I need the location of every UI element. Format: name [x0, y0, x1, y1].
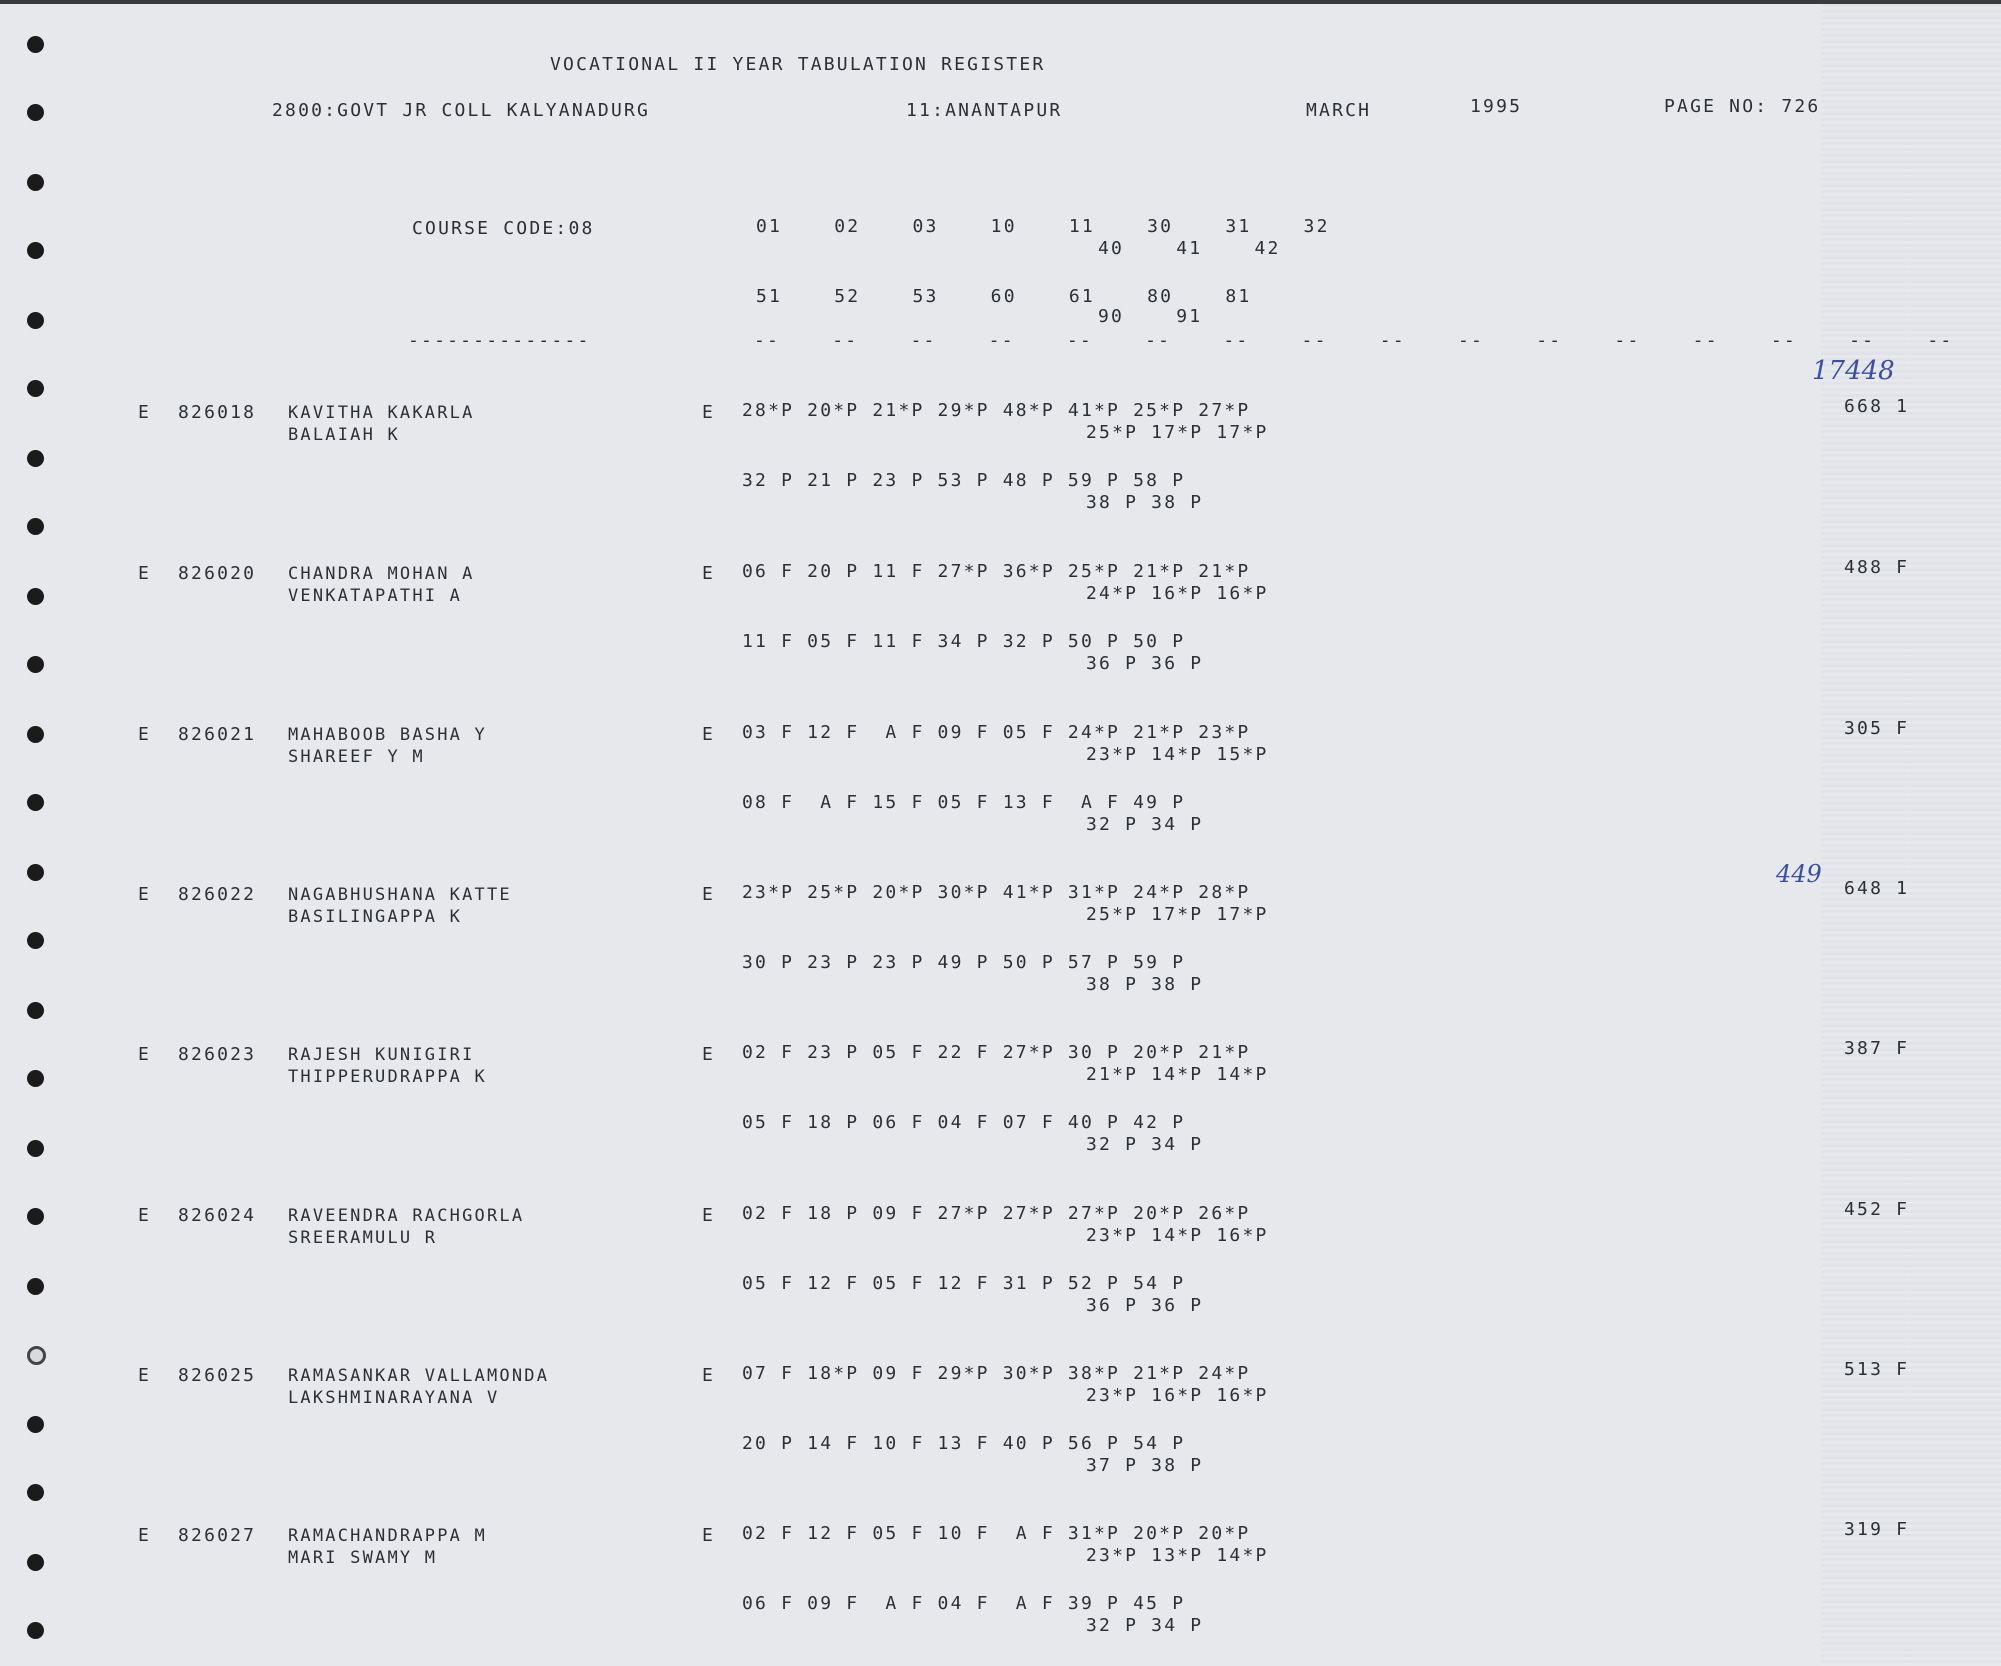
marks-line-4: 32 P 34 P — [1086, 1615, 1204, 1636]
paper-edge-texture — [1821, 4, 2001, 1666]
marks-line-4: 36 P 36 P — [1086, 1295, 1204, 1316]
district-name: 11:ANANTAPUR — [906, 100, 1063, 121]
roll-number: 826024 — [178, 1205, 257, 1226]
punch-hole — [27, 1622, 44, 1639]
parent-name: MARI SWAMY M — [288, 1548, 438, 1568]
roll-number: 826022 — [178, 884, 257, 905]
handwritten-note: 449 — [1776, 860, 1822, 888]
punch-hole — [27, 1278, 44, 1295]
parent-name: LAKSHMINARAYANA V — [288, 1388, 500, 1408]
marks-line-4: 37 P 38 P — [1086, 1455, 1204, 1476]
roll-number: 826018 — [178, 402, 257, 423]
total-result: 305 F — [1844, 718, 1910, 739]
total-result: 452 F — [1844, 1199, 1910, 1220]
punch-hole — [27, 104, 44, 121]
total-result: 648 1 — [1844, 878, 1910, 899]
marks-line-3: 11 F 05 F 11 F 34 P 32 P 50 P 50 P — [742, 631, 1186, 652]
marks-line-1: 28*P 20*P 21*P 29*P 48*P 41*P 25*P 27*P — [742, 400, 1251, 421]
parent-name: SHAREEF Y M — [288, 747, 425, 767]
marks-line-1: 07 F 18*P 09 F 29*P 30*P 38*P 21*P 24*P — [742, 1363, 1251, 1384]
record-type: E — [138, 1044, 152, 1065]
marks-line-2: 25*P 17*P 17*P — [1086, 904, 1269, 925]
marks-line-3: 30 P 23 P 23 P 49 P 50 P 57 P 59 P — [742, 952, 1186, 973]
marks-line-1: 23*P 25*P 20*P 30*P 41*P 31*P 24*P 28*P — [742, 882, 1251, 903]
tabulation-sheet — [0, 4, 2001, 1666]
exam-year: 1995 — [1470, 96, 1523, 117]
candidate-name: CHANDRA MOHAN A — [288, 564, 475, 584]
marks-line-1: 02 F 12 F 05 F 10 F A F 31*P 20*P 20*P — [742, 1523, 1251, 1544]
punch-hole — [27, 794, 44, 811]
subject-codes-row2: 51 52 53 60 61 80 81 — [756, 286, 1252, 307]
punch-hole — [27, 1002, 44, 1019]
marks-line-3: 32 P 21 P 23 P 53 P 48 P 59 P 58 P — [742, 470, 1186, 491]
exam-month: MARCH — [1306, 100, 1372, 121]
medium-mark: E — [702, 1365, 716, 1386]
roll-number: 826020 — [178, 563, 257, 584]
page-number: PAGE NO: 726 — [1664, 96, 1821, 117]
marks-line-3: 20 P 14 F 10 F 13 F 40 P 56 P 54 P — [742, 1433, 1186, 1454]
candidate-name: RAJESH KUNIGIRI — [288, 1045, 475, 1065]
candidate-name: MAHABOOB BASHA Y — [288, 725, 487, 745]
punch-hole — [27, 864, 44, 881]
parent-name: THIPPERUDRAPPA K — [288, 1067, 487, 1087]
marks-line-4: 38 P 38 P — [1086, 974, 1204, 995]
marks-line-2: 24*P 16*P 16*P — [1086, 583, 1269, 604]
punch-hole — [27, 380, 44, 397]
punch-hole — [27, 1208, 44, 1225]
marks-line-4: 32 P 34 P — [1086, 1134, 1204, 1155]
total-result: 513 F — [1844, 1359, 1910, 1380]
marks-line-2: 23*P 14*P 15*P — [1086, 744, 1269, 765]
record-type: E — [138, 1525, 152, 1546]
college-name: 2800:GOVT JR COLL KALYANADURG — [272, 100, 651, 121]
punch-hole — [27, 656, 44, 673]
punch-hole — [27, 1346, 46, 1365]
punch-hole — [27, 450, 44, 467]
punch-hole — [27, 174, 44, 191]
marks-line-3: 05 F 12 F 05 F 12 F 31 P 52 P 54 P — [742, 1273, 1186, 1294]
marks-line-4: 38 P 38 P — [1086, 492, 1204, 513]
medium-mark: E — [702, 402, 716, 423]
medium-mark: E — [702, 1044, 716, 1065]
total-result: 488 F — [1844, 557, 1910, 578]
roll-number: 826021 — [178, 724, 257, 745]
marks-line-1: 06 F 20 P 11 F 27*P 36*P 25*P 21*P 21*P — [742, 561, 1251, 582]
marks-line-4: 36 P 36 P — [1086, 653, 1204, 674]
marks-line-2: 21*P 14*P 14*P — [1086, 1064, 1269, 1085]
marks-line-2: 23*P 13*P 14*P — [1086, 1545, 1269, 1566]
candidate-name: RAVEENDRA RACHGORLA — [288, 1206, 525, 1226]
parent-name: SREERAMULU R — [288, 1228, 438, 1248]
punch-hole — [27, 932, 44, 949]
roll-number: 826023 — [178, 1044, 257, 1065]
roll-number: 826027 — [178, 1525, 257, 1546]
handwritten-total: 17448 — [1812, 356, 1895, 386]
course-code: COURSE CODE:08 — [412, 218, 595, 239]
medium-mark: E — [702, 563, 716, 584]
punch-hole — [27, 242, 44, 259]
marks-line-3: 08 F A F 15 F 05 F 13 F A F 49 P — [742, 792, 1186, 813]
marks-line-3: 06 F 09 F A F 04 F A F 39 P 45 P — [742, 1593, 1186, 1614]
punch-hole — [27, 1140, 44, 1157]
punch-hole — [27, 312, 44, 329]
candidate-name: RAMACHANDRAPPA M — [288, 1526, 487, 1546]
marks-line-1: 02 F 18 P 09 F 27*P 27*P 27*P 20*P 26*P — [742, 1203, 1251, 1224]
marks-line-2: 25*P 17*P 17*P — [1086, 422, 1269, 443]
parent-name: BALAIAH K — [288, 425, 400, 445]
marks-line-1: 03 F 12 F A F 09 F 05 F 24*P 21*P 23*P — [742, 722, 1251, 743]
punch-hole — [27, 36, 44, 53]
punch-hole — [27, 518, 44, 535]
roll-number: 826025 — [178, 1365, 257, 1386]
subject-codes-row1b: 40 41 42 — [1098, 238, 1281, 259]
medium-mark: E — [702, 724, 716, 745]
medium-mark: E — [702, 884, 716, 905]
punch-hole — [27, 1070, 44, 1087]
punch-hole — [27, 588, 44, 605]
total-result: 668 1 — [1844, 396, 1910, 417]
separator-right: -- -- -- -- -- -- -- -- -- -- -- -- -- -- -- -- — [754, 330, 1954, 351]
candidate-name: NAGABHUSHANA KATTE — [288, 885, 512, 905]
punch-hole — [27, 726, 44, 743]
total-result: 319 F — [1844, 1519, 1910, 1540]
record-type: E — [138, 563, 152, 584]
punch-hole — [27, 1416, 44, 1433]
separator-left: -------------- — [408, 330, 591, 351]
record-type: E — [138, 724, 152, 745]
record-type: E — [138, 1205, 152, 1226]
marks-line-4: 32 P 34 P — [1086, 814, 1204, 835]
register-title: VOCATIONAL II YEAR TABULATION REGISTER — [550, 54, 1046, 75]
parent-name: BASILINGAPPA K — [288, 907, 463, 927]
marks-line-2: 23*P 16*P 16*P — [1086, 1385, 1269, 1406]
subject-codes-row1: 01 02 03 10 11 30 31 32 — [756, 216, 1330, 237]
marks-line-1: 02 F 23 P 05 F 22 F 27*P 30 P 20*P 21*P — [742, 1042, 1251, 1063]
candidate-name: RAMASANKAR VALLAMONDA — [288, 1366, 550, 1386]
total-result: 387 F — [1844, 1038, 1910, 1059]
subject-codes-row2b: 90 91 — [1098, 306, 1203, 327]
record-type: E — [138, 1365, 152, 1386]
marks-line-3: 05 F 18 P 06 F 04 F 07 F 40 P 42 P — [742, 1112, 1186, 1133]
punch-hole — [27, 1554, 44, 1571]
medium-mark: E — [702, 1205, 716, 1226]
candidate-name: KAVITHA KAKARLA — [288, 403, 475, 423]
medium-mark: E — [702, 1525, 716, 1546]
marks-line-2: 23*P 14*P 16*P — [1086, 1225, 1269, 1246]
record-type: E — [138, 884, 152, 905]
record-type: E — [138, 402, 152, 423]
parent-name: VENKATAPATHI A — [288, 586, 463, 606]
punch-hole — [27, 1484, 44, 1501]
